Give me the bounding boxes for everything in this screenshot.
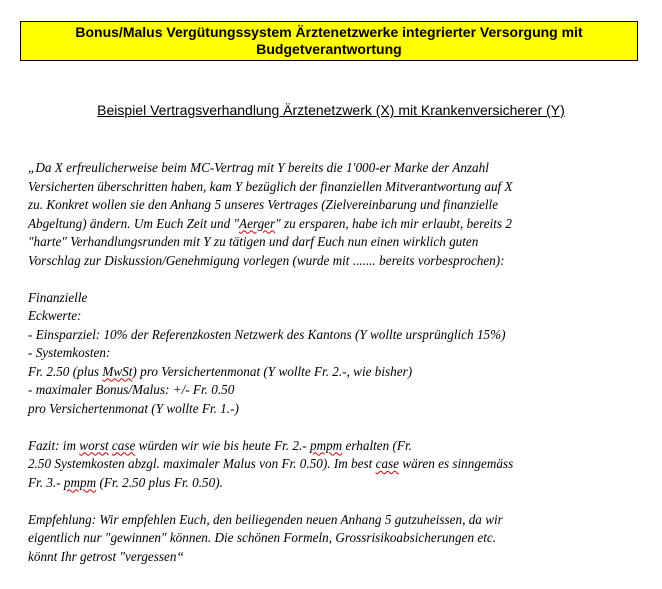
intro-line-5: "harte" Verhandlungsrunden mit Y zu tätigen und darf Euch nun einen wirklich guten <box>28 234 479 249</box>
fazit-line-1-start: Fazit: im <box>28 437 80 453</box>
fazit-line-1 <box>28 437 648 456</box>
financial-line-6: - maximaler Bonus/Malus: +/- Fr. 0.50 <box>28 382 235 397</box>
spellcheck-word-pmpm: pmpm <box>309 437 343 453</box>
intro-line-4-end: " zu ersparen, habe ich mir erlaubt, bereits 2 <box>275 215 512 231</box>
spellcheck-word-aerger: Aerger <box>239 215 276 231</box>
recommendation-paragraph <box>28 511 648 567</box>
fazit-line-2-start: 2.50 Systemkosten abzgl. maximaler Malus von Fr. 0.50). Im best <box>28 456 376 471</box>
document-title-line-2: Budgetverantwortung <box>256 41 402 57</box>
recommendation-line-1: Empfehlung: Wir empfehlen Euch, den beiliegenden neuen Anhang 5 gutzuheissen, da wir <box>28 511 503 527</box>
fazit-paragraph <box>28 437 648 493</box>
intro-paragraph <box>28 159 648 270</box>
document-title-box <box>20 21 638 61</box>
intro-line-1: „Da X erfreulicherweise beim MC-Vertrag mit Y bereits die 1'000-er Marke der Anzahl <box>28 160 489 175</box>
financial-line-1: Finanzielle <box>28 289 88 305</box>
fazit-line-3-end: (Fr. 2.50 plus Fr. 0.50). <box>96 474 223 490</box>
spellcheck-word-case: case <box>111 437 136 453</box>
fazit-line-3 <box>28 474 648 493</box>
financial-line-5-start: Fr. 2.50 (plus <box>28 363 103 379</box>
fazit-line-1-middle: würden wir wie bis heute Fr. 2.- <box>135 437 310 453</box>
document-subtitle: Beispiel Vertragsverhandlung Ärztenetzwerk (X) mit Krankenversicherer (Y) <box>97 102 565 118</box>
intro-line-4-start: Abgeltung) ändern. Um Euch Zeit und " <box>28 215 240 231</box>
fazit-line-2-end: wären es sinngemäss <box>399 456 514 471</box>
fazit-line-2 <box>28 455 648 474</box>
financial-line-7: pro Versichertenmonat (Y wollte Fr. 1.-) <box>28 400 239 416</box>
financial-line-5 <box>28 363 648 382</box>
document-title-line-1: Bonus/Malus Vergütungssystem Ärztenetzwerke integrierter Versorgung mit <box>75 24 583 40</box>
intro-line-2: Versicherten überschritten haben, kam Y bezüglich der finanziellen Mitverantwortung auf X <box>28 178 513 194</box>
fazit-line-1-end: erhalten (Fr. <box>342 437 412 453</box>
document-body <box>28 159 648 566</box>
financial-paragraph <box>28 289 648 419</box>
intro-line-3: zu. Konkret wollen sie den Anhang 5 unseres Vertrages (Zielvereinbarung und finanzielle <box>28 197 499 212</box>
intro-line-6: Vorschlag zur Diskussion/Genehmigung vorlegen (wurde mit ....... bereits vorbesprochen): <box>28 252 505 268</box>
spellcheck-word-case-2: case <box>375 456 400 471</box>
fazit-line-3-start: Fr. 3.- <box>28 474 64 490</box>
spellcheck-word-worst: worst <box>79 437 109 453</box>
spellcheck-word-pmpm-2: pmpm <box>63 474 97 490</box>
spellcheck-word-mwst: MwSt <box>102 363 133 379</box>
financial-line-3: - Einsparziel: 10% der Referenzkosten Netzwerk des Kantons (Y wollte ursprünglich 15%) <box>28 326 506 342</box>
intro-line-4 <box>28 215 648 234</box>
financial-line-5-end: ) pro Versichertenmonat (Y wollte Fr. 2.-, wie bisher) <box>132 363 413 379</box>
recommendation-line-2: eigentlich nur "gewinnen" können. Die schönen Formeln, Grossrisikoabsicherungen etc. <box>28 530 497 545</box>
financial-line-4: - Systemkosten: <box>28 345 111 360</box>
recommendation-line-3: könnt Ihr getrost "vergessen“ <box>28 548 184 564</box>
financial-line-2: Eckwerte: <box>28 308 82 323</box>
